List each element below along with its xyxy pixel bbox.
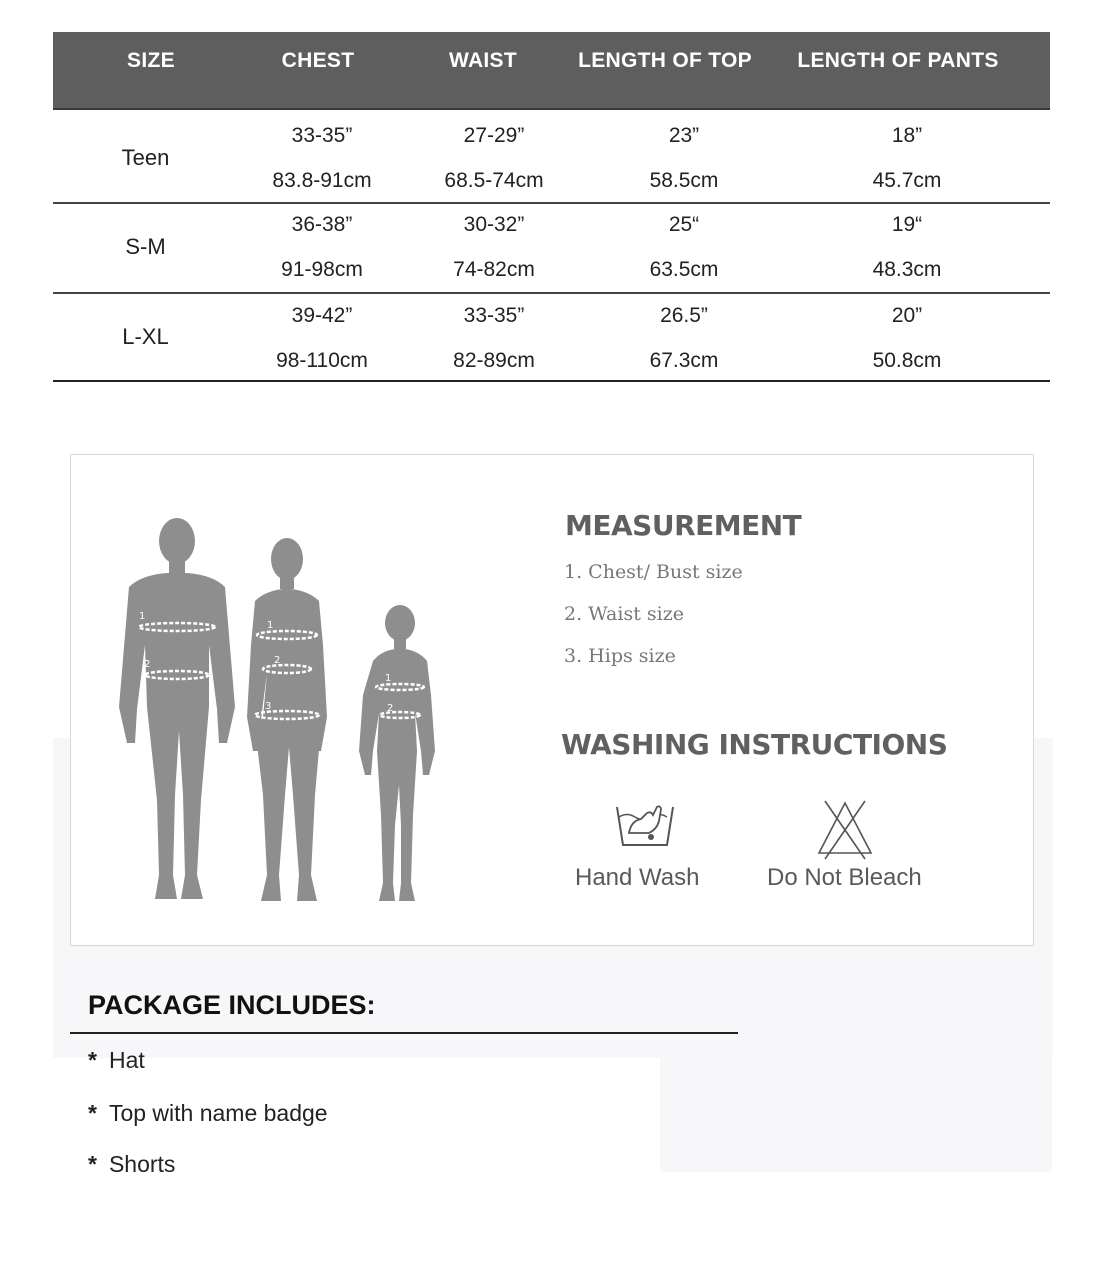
background-sheen: [660, 1050, 1052, 1172]
header-chest: CHEST: [281, 49, 355, 72]
top-length-cm: 67.3cm: [649, 349, 719, 372]
body-measurement-figures: [89, 495, 461, 915]
adult-male-silhouette: [119, 518, 235, 899]
pants-length-inches: 20”: [891, 304, 923, 327]
marker-chest: 1: [385, 673, 392, 684]
measurement-item: 2. Waist size: [564, 603, 684, 625]
pants-length-cm: 50.8cm: [872, 349, 942, 372]
hand-wash-label: Hand Wash: [575, 864, 700, 891]
washing-instructions-title: WASHING INSTRUCTIONS: [561, 728, 948, 761]
marker-chest: 1: [267, 620, 274, 631]
package-divider: [70, 1032, 738, 1034]
bullet-marker: *: [88, 1100, 97, 1126]
chest-cm: 98-110cm: [276, 349, 368, 372]
chest-inches: 36-38”: [291, 213, 353, 236]
pants-length-cm: 48.3cm: [872, 258, 942, 281]
package-item-label: Hat: [108, 1047, 145, 1073]
table-header: [53, 32, 1050, 110]
waist-cm: 74-82cm: [453, 258, 535, 281]
header-length-pants: LENGTH OF PANTS: [797, 49, 999, 72]
waist-cm: 82-89cm: [453, 349, 535, 372]
marker-waist: 2: [144, 659, 151, 670]
header-length-top: LENGTH OF TOP: [578, 49, 752, 72]
marker-waist: 2: [274, 655, 281, 666]
measurement-item: 3. Hips size: [564, 645, 676, 667]
waist-inches: 30-32”: [463, 213, 525, 236]
list-item: [88, 1151, 175, 1178]
top-length-cm: 63.5cm: [649, 258, 719, 281]
bullet-marker: *: [88, 1047, 97, 1073]
chest-cm: 91-98cm: [281, 258, 363, 281]
header-size: SIZE: [127, 49, 175, 72]
top-length-inches: 23”: [668, 124, 700, 147]
top-length-cm: 58.5cm: [649, 169, 719, 192]
marker-hips: 3: [265, 701, 272, 712]
header-waist: WAIST: [449, 49, 517, 72]
size-label: L-XL: [122, 324, 169, 349]
chest-inches: 33-35”: [291, 124, 353, 147]
pants-length-inches: 19“: [891, 213, 923, 236]
waist-inches: 33-35”: [463, 304, 525, 327]
bullet-marker: *: [88, 1151, 97, 1177]
package-includes-title: PACKAGE INCLUDES:: [88, 990, 376, 1020]
hand-wash-icon: [613, 797, 677, 851]
do-not-bleach-label: Do Not Bleach: [767, 864, 922, 891]
pants-length-inches: 18”: [891, 124, 923, 147]
package-item-label: Shorts: [108, 1151, 176, 1177]
measurement-item: 1. Chest/ Bust size: [564, 561, 743, 583]
waist-inches: 27-29”: [463, 124, 525, 147]
child-silhouette: [359, 605, 435, 901]
size-chart-table: [53, 32, 1050, 382]
chest-cm: 83.8-91cm: [272, 169, 372, 192]
measurement-washing-panel: [70, 454, 1034, 946]
measurement-title: MEASUREMENT: [565, 509, 802, 542]
waist-cm: 68.5-74cm: [444, 169, 544, 192]
pants-length-cm: 45.7cm: [872, 169, 942, 192]
list-item: [88, 1047, 145, 1074]
marker-chest: 1: [139, 611, 146, 622]
table-row: [53, 110, 1050, 204]
table-row: [53, 204, 1050, 294]
chest-inches: 39-42”: [291, 304, 353, 327]
top-length-inches: 26.5”: [660, 304, 708, 327]
table-row: [53, 294, 1050, 382]
size-label: S-M: [125, 234, 166, 259]
marker-waist: 2: [387, 703, 394, 714]
top-length-inches: 25“: [668, 213, 700, 236]
do-not-bleach-icon: [815, 799, 875, 861]
list-item: [88, 1100, 328, 1127]
package-item-label: Top with name badge: [108, 1100, 328, 1126]
size-label: Teen: [121, 145, 170, 170]
